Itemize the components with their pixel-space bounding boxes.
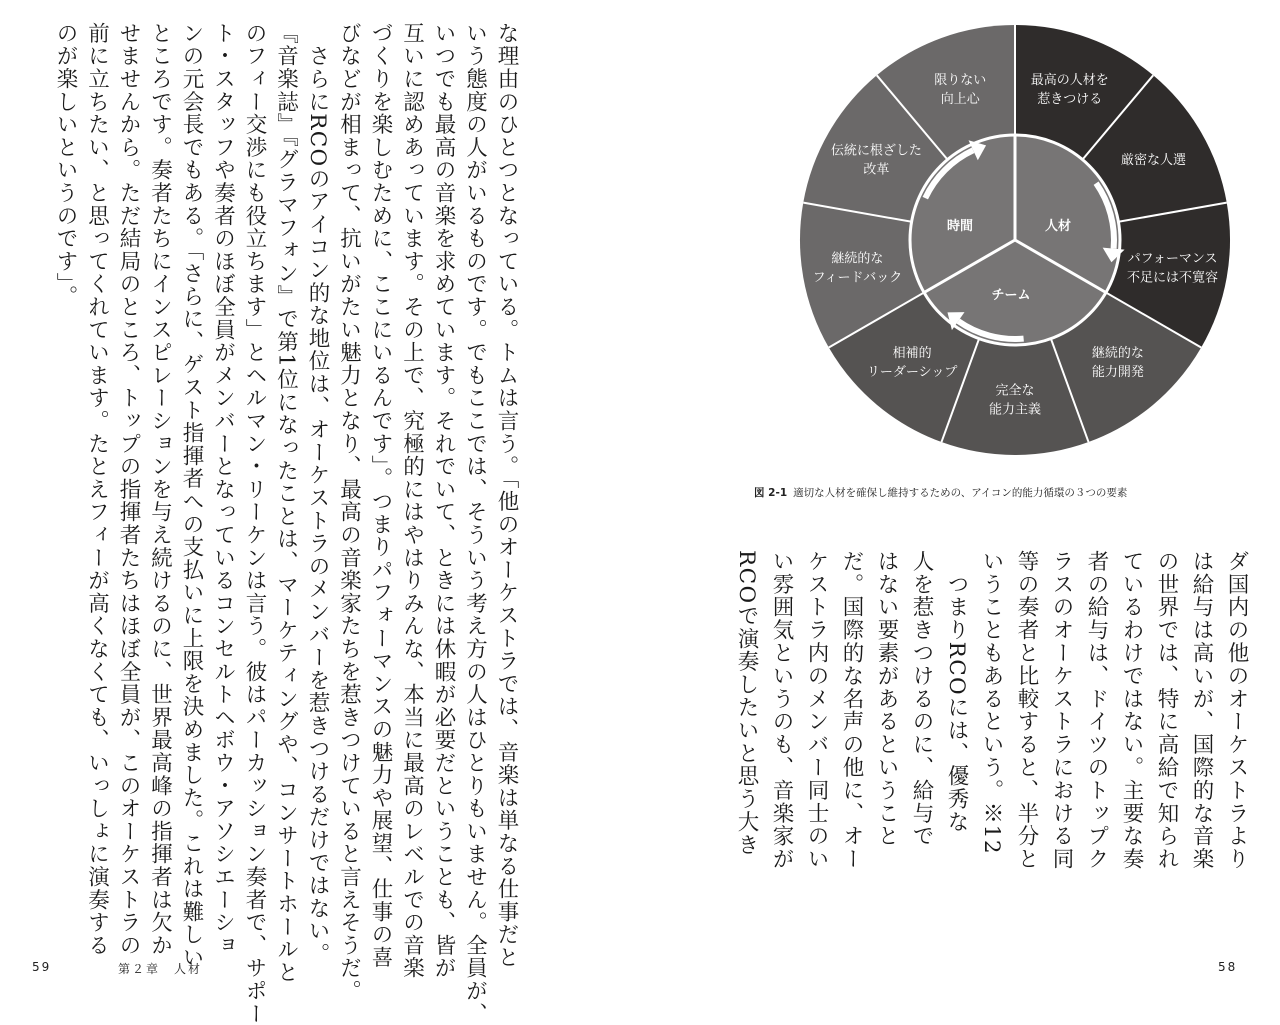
figure-caption-text: 適切な人材を確保し維持するための、アイコン的能力循環の３つの要素 (793, 487, 1128, 499)
chapter-running-head: 第２章 人材 (118, 962, 203, 976)
segment-label-6: 相補的リーダーシップ (866, 346, 958, 381)
segment-label-5: 完全な能力主義 (988, 383, 1042, 418)
segment-label-9: 限りない向上心 (934, 73, 987, 108)
segment-label-2: 厳密な人選 (1121, 153, 1187, 168)
page-number-left: 59 (32, 960, 52, 974)
icon-capability-cycle-diagram (795, 20, 1235, 460)
segment-label-8: 伝統に根ざした改革 (830, 143, 922, 178)
right-page-body-text: ダ国内の他のオーケストラより は給与は高いが、国際的な音楽 の世界では、特に高給で知られ ているわけではない。主要な奏 者の給与は、ドイツのトップク ラスのオーケストラにおける同 等の奏者と比較すると、半分と いうこともあるという。※12 つまりRCOには、優秀な 人を惹きつけるのに、給与で はない要素があるということ だ。国際的な名声の他に、オー ケストラ内のメンバー同士のい い雰囲気というのも、音楽家が RCOで演奏したいと思う大き (734, 550, 1249, 871)
figure-caption (754, 485, 1127, 500)
center-label-talent: 人材 (1044, 219, 1072, 234)
center-label-time: 時間 (946, 219, 974, 234)
segment-label-1: 最高の人材を惹きつける (1030, 73, 1109, 108)
figure-caption-label: 図 2-1 (754, 487, 788, 499)
center-label-team: チーム (991, 288, 1031, 303)
segment-label-3: パフォーマンス不足には不寛容 (1127, 251, 1219, 286)
left-page-body-text: な理由のひとつとなっている。トムは言う。「他のオーケストラでは、音楽は単なる仕事だと いう態度の人がいるものです。でもここでは、そういう考え方の人はひとりもいません。全員が、 いつでも最高の音楽を求めています。それでいて、ときには休暇が必要だということも、皆が 互いに認めあっています。その上で、究極的にはやはりみんな、本当に最高のレベルでの音楽 づくりを楽しむために、ここにいるんです」。つまりパフォーマンスの魅力や展望、仕事の喜 びなどが相まって、抗いがたい魅力となり、最高の音楽家たちを惹きつけていると言えそうだ。 さらにRCOのアイコン的な地位は、オーケストラのメンバーを惹きつけるだけではない。 『音楽誌』『グラマフォン』で第1位になったことは、マーケティングや、コンサートホールと のフィー交渉にも役立ちます」とヘルマン・リーケンは言う。彼はパーカッション奏者で、サポー ト・スタッフや奏者のほぼ全員がメンバーとなっているコンセルトヘボウ・アソシエーショ ンの元会長でもある。「さらに、ゲスト指揮者への支払いに上限を決めました。これは難しい ところです。奏者たちにインスピレーションを与え続けるのに、世界最高峰の指揮者は欠か せませんから。ただ結局のところ、トップの指揮者たちはほぼ全員が、このオーケストラの 前に立ちたい、と思ってくれています。たとえフィーが高くなくても、いっしょに演奏する のが楽しいというのです」。 (53, 22, 519, 1025)
page-number-right: 58 (1218, 960, 1238, 974)
segment-label-7: 継続的なフィードバック (812, 251, 903, 286)
segment-label-4: 継続的な能力開発 (1091, 346, 1144, 381)
